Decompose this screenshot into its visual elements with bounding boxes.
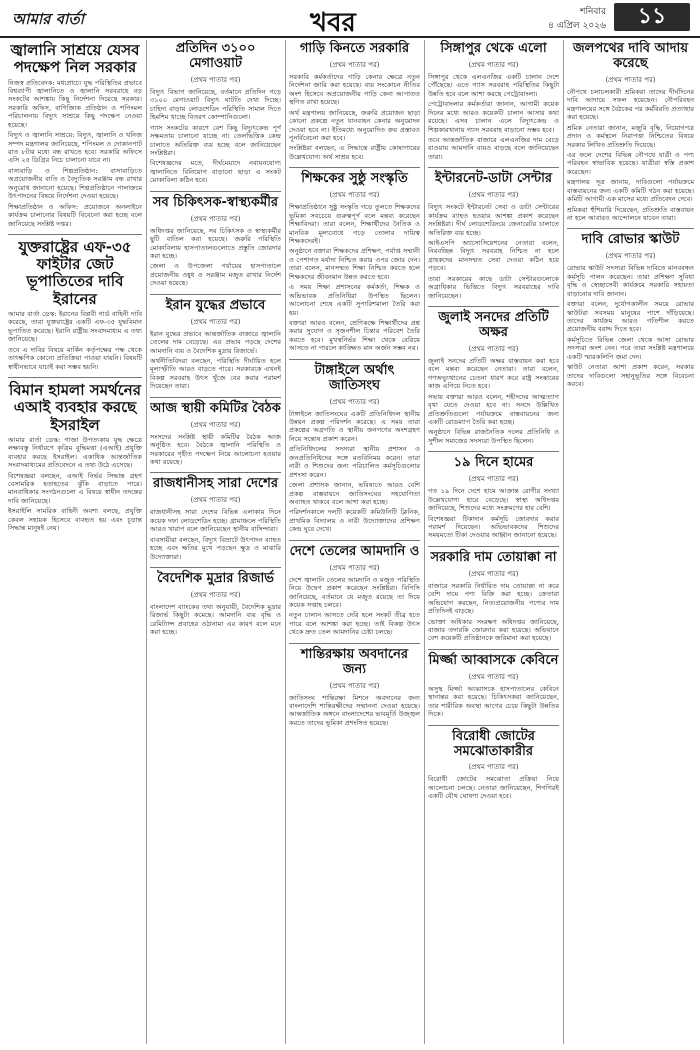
story-iran-war-impact — [150, 299, 281, 391]
paragraph: জাতিসংঘ শান্তিরক্ষা মিশনে অবদানের জন্য বাংলাদেশি শান্তিরক্ষীদের সম্মাননা দেওয়া হয়েছে। আন্তর্জাতিক অঙ্গনে বাংলাদেশের ভাবমূর্তি উজ্জ্বল করতে তাদের ভূমিকা প্রশংসিত হয়েছে। — [289, 693, 420, 727]
byline: (প্রথম পাতার পর) — [329, 563, 380, 572]
paragraph: বিশেষজ্ঞরা টিকাদান কর্মসূচি জোরদার করার পরামর্শ দিয়েছেন। অভিভাবকদের শিশুদের সময়মতো টিকা দেওয়ার আহ্বান জানানো হয়েছে। — [428, 514, 559, 540]
paragraph: বিরোধী জোটের সমঝোতা প্রক্রিয়া নিয়ে আলোচনা চলছে। নেতারা জানিয়েছেন, শিগগিরই একটি যৌথ ঘোষণা দেওয়া হবে। — [428, 775, 559, 801]
page-number: ১১ — [614, 3, 690, 31]
headline: ১৯ দিনে হামের — [453, 455, 534, 471]
paragraph: অর্থ মন্ত্রণালয় জানিয়েছে, জরুরি প্রয়োজন ছাড়া কোনো প্রকল্পে নতুন যানবাহন কেনার অনুমোদন দেওয়া হবে না। ইতিমধ্যে অনুমোদিত ক্রয় প্রস্তাবও পুনর্বিবেচনা করা হবে। — [289, 108, 420, 142]
story-singapore-lng — [428, 42, 559, 161]
paragraph: বাজারে সরকারি নির্ধারিত দাম তোয়াক্কা না করে বেশি দামে পণ্য বিক্রি করা হচ্ছে। ক্রেতারা অভিযোগ করছেন, নিত্যপ্রয়োজনীয় পণ্যের দাম প্রতিদিনই বাড়ছে। — [428, 581, 559, 616]
paragraph: বাংলাদেশ ব্যাংকের তথ্য অনুযায়ী, বৈদেশিক মুদ্রার রিজার্ভ কিছুটা কমেছে। আমদানি ব্যয় বৃদ্ধি ও রেমিট্যান্স প্রবাহের ওঠানামা এর কারণ বলে মনে করা হচ্ছে। — [150, 602, 281, 637]
story-july-charter — [428, 311, 559, 445]
story-teachers-culture — [289, 172, 420, 352]
headline: শান্তিরক্ষায় অবদানের জন্য — [300, 646, 408, 677]
paragraph: সংশ্লিষ্টরা বলছেন, এ সিদ্ধান্তে রাষ্ট্রীয় কোষাগারের উল্লেখযোগ্য অর্থ সাশ্রয় হবে। — [289, 144, 420, 161]
paragraph: জেলা প্রশাসক জানান, ভবিষ্যতে আরও বেশি প্রকল্প বাস্তবায়নে জাতিসংঘের সহযোগিতা অব্যাহত থাকবে বলে আশা করা হচ্ছে। — [289, 481, 420, 506]
paragraph: নিজস্ব প্রতিবেদক: মধ্যপ্রাচ্যে যুদ্ধ পরিস্থিতির প্রভাবে বিশ্বব্যাপী জ্বালানিতে ও জ্বালানি সরবরাহে বড় সংকটের আশঙ্কায় কিছু নির্দেশনা দিয়েছে সরকার। সরকারি অফিস, বাণিজ্যিক প্রতিষ্ঠান ও শপিংমল পরিচালনায় বিদ্যুৎ সাশ্রয়ে কিছু পদক্ষেপ নেওয়া হয়েছে। — [8, 78, 142, 129]
paragraph: অনুষ্ঠানে বিভিন্ন রাজনৈতিক দলের প্রতিনিধি ও সুশীল সমাজের সদস্যরা উপস্থিত ছিলেন। — [428, 428, 559, 445]
byline: (প্রথম পাতার পর) — [329, 191, 380, 200]
byline: (প্রথম পাতার পর) — [329, 397, 380, 406]
story-divider — [428, 167, 559, 168]
story-divider — [428, 725, 559, 726]
story-opposition-alliance — [428, 730, 559, 801]
byline: (প্রথম পাতার পর) — [605, 252, 656, 261]
story-measles — [428, 456, 559, 540]
paragraph: স্কাউট নেতারা আশা প্রকাশ করেন, সরকার তাদের দাবিগুলো সহানুভূতির সঙ্গে বিবেচনা করবে। — [567, 363, 694, 389]
byline: (প্রথম পাতার পর) — [190, 75, 241, 84]
byline: (প্রথম পাতার পর) — [468, 475, 519, 484]
column-5 — [567, 40, 694, 1044]
paragraph: আইএসপি অ্যাসোসিয়েশনের নেতারা বলেন, নিরবচ্ছিন্ন বিদ্যুৎ সরবরাহ নিশ্চিত না হলে গ্রাহকদের মানসম্মত সেবা দেওয়া কঠিন হয়ে পড়বে। — [428, 239, 559, 273]
paragraph: অনুষ্ঠানে বক্তারা শিক্ষকদের প্রশিক্ষণ, পর্যাপ্ত সম্মানী ও পেশাগত মর্যাদা নিশ্চিত করার ওপর জোর দেন। তারা বলেন, মানসম্মত শিক্ষা নিশ্চিত করতে হলে শিক্ষকদের জীবনমান উন্নত করতে হবে। — [289, 247, 420, 281]
story-waterway-demand — [567, 42, 694, 222]
story-divider — [150, 294, 281, 295]
headline: সরকারি দাম তোয়াক্কা না — [430, 549, 557, 565]
paragraph: ইসরাইলি সামরিক বাহিনী অবশ্য বলছে, প্রযুক্তি কেবল সহায়ক হিসেবে ব্যবহৃত হয় এবং চূড়ান্ত সিদ্ধান্ত মানুষই নেয়। — [8, 507, 142, 533]
story-capital-nationwide — [150, 477, 281, 561]
paragraph: বিশেষজ্ঞদের মতে, দীর্ঘমেয়াদে নবায়নযোগ্য জ্বালানিতে বিনিয়োগ বাড়ানো ছাড়া এ সংকট মোকাবিলা কঠিন হবে। — [150, 159, 281, 185]
headline: বিমান হামলা সমর্থনের এআই ব্যবহার করছে ইসরাইল — [9, 381, 141, 434]
page-header — [0, 0, 700, 38]
paragraph: বক্তারা বলেন, দুর্যোগকালীন সময়ে রোভার স্কাউটরা সবসময় মানুষের পাশে দাঁড়িয়েছে। তাদের কার্যক্রম আরও গতিশীল করতে প্রয়োজনীয় বরাদ্দ দিতে হবে। — [567, 300, 694, 334]
headline: বিরোধী জোটের সমঝোতাকারীর — [452, 728, 535, 759]
story-tangail-un — [289, 364, 420, 534]
byline: (প্রথম পাতার পর) — [468, 60, 519, 69]
paragraph: কর্মসূচিতে বিভিন্ন জেলা থেকে আসা রোভার সদস্যরা অংশ নেন। পরে তারা সংশ্লিষ্ট মন্ত্রণালয়ে একটি স্মারকলিপি জমা দেন। — [567, 335, 694, 361]
story-doctors — [150, 196, 281, 288]
paragraph: ব্যবসায়ীরা বলছেন, বিদ্যুৎ বিভ্রাটে উৎপাদন ব্যাহত হচ্ছে এবং ক্ষতির মুখে পড়ছেন ক্ষুদ্র ও মাঝারি উদ্যোক্তারা। — [150, 535, 281, 561]
byline: (প্রথম পাতার পর) — [190, 420, 241, 429]
headline: আজ স্থায়ী কমিটির বৈঠক — [150, 400, 281, 416]
paragraph: তারা সরকারের কাছে ডাটা সেন্টারগুলোকে অগ্রাধিকার ভিত্তিতে বিদ্যুৎ সরবরাহের দাবি জানিয়েছেন। — [428, 274, 559, 300]
paragraph: বাসাবাড়ি ও শিল্পপ্রতিষ্ঠান: বাসাবাড়িতে অপ্রয়োজনীয় বাতি ও বৈদ্যুতিক সরঞ্জাম বন্ধ রাখার অনুরোধ জানানো হয়েছে। শিল্পপ্রতিষ্ঠানে পালাক্রমে উৎপাদনের বিষয়ে নির্দেশনা দেওয়া হয়েছে। — [8, 166, 142, 201]
byline: (প্রথম পাতার পর) — [190, 317, 241, 326]
paragraph: তবে আন্তর্জাতিক বাজারে এলএনজির দাম বেড়ে যাওয়ায় আমদানি ব্যয়ও বাড়ছে বলে জানিয়েছেন তারা। — [428, 136, 559, 161]
headline: দাবি রোভার স্কাউট — [581, 232, 680, 248]
story-data-center — [428, 172, 559, 300]
story-israel-ai — [8, 382, 142, 533]
paragraph: এ সময় শিক্ষা প্রশাসনের কর্মকর্তা, শিক্ষক ও অভিভাবক প্রতিনিধিরা উপস্থিত ছিলেন। আলোচনা শেষে একটি সুপারিশমালা তৈরি করা হয়। — [289, 283, 420, 317]
story-3100-mw — [150, 42, 281, 185]
story-divider — [428, 306, 559, 307]
paragraph: টাঙ্গাইলে জাতিসংঘের একটি প্রতিনিধিদল স্থানীয় উন্নয়ন প্রকল্প পরিদর্শন করেছে। এ সময় তারা প্রকল্পের অগ্রগতি ও স্থানীয় জনগণের অংশগ্রহণ নিয়ে সন্তোষ প্রকাশ করেন। — [289, 409, 420, 443]
paragraph: শিক্ষাপ্রতিষ্ঠানে সুষ্ঠু সংস্কৃতি গড়ে তুলতে শিক্ষকদের ভূমিকা সবচেয়ে গুরুত্বপূর্ণ বলে মন্তব্য করেছেন শিক্ষাবিদরা। তারা বলেন, শিক্ষার্থীদের নৈতিক ও মানবিক মূল্যবোধে গড়ে তোলার দায়িত্ব শিক্ষকদেরই। — [289, 203, 420, 245]
column-divider — [285, 40, 286, 1044]
story-divider — [289, 167, 420, 168]
headline: টাঙ্গাইলে অর্থাৎ জাতিসংঘ — [314, 362, 395, 393]
story-peacekeeping — [289, 648, 420, 728]
story-mirza-abbas — [428, 654, 559, 719]
story-divider — [150, 191, 281, 192]
paragraph: সরকারি কর্মকর্তাদের গাড়ি কেনার ক্ষেত্রে নতুন নির্দেশনা জারি করা হয়েছে। ব্যয় সংকোচন নীতির অংশ হিসেবে অপ্রয়োজনীয় গাড়ি কেনা আপাতত স্থগিত রাখা হয়েছে। — [289, 72, 420, 107]
byline: (প্রথম পাতার পর) — [329, 681, 380, 690]
paragraph: অসুস্থ মির্জ্জা আব্বাসকে হাসপাতালের কেবিনে স্থানান্তর করা হয়েছে। চিকিৎসকরা জানিয়েছেন, তার শারীরিক অবস্থা আগের চেয়ে কিছুটা উন্নতির দিকে। — [428, 684, 559, 719]
paragraph: বিদ্যুৎ বিভাগ জানিয়েছে, বর্তমানে প্রতিদিন গড়ে ৩১০০ মেগাওয়াট বিদ্যুৎ ঘাটতি দেখা দিচ্ছে। চাহিদা বাড়ায় লোডশেডিং পরিস্থিতি সামাল দিতে হিমশিম খাচ্ছে বিতরণ কোম্পানিগুলো। — [150, 87, 281, 122]
paragraph: নতুন চালান আসতে দেরি হলে সংকট তীব্র হতে পারে বলে আশঙ্কা করা হচ্ছে। তাই বিকল্প উৎস থেকে দ্রুত তেল আমদানির চেষ্টা চলছে। — [289, 611, 420, 637]
headline: গাড়ি কিনতে সরকারি — [299, 41, 410, 56]
paragraph: অর্থনীতিবিদরা বলছেন, পরিস্থিতি দীর্ঘায়িত হলে মূল্যস্ফীতি আরও বাড়তে পারে। সরকারকে এখনই বিকল্প সরবরাহ উৎস খুঁজে বের করার পরামর্শ দিয়েছেন তারা। — [150, 356, 281, 391]
column-4 — [428, 40, 559, 1044]
byline: (প্রথম পাতার পর) — [468, 672, 519, 681]
paragraph: দেশে জ্বালানি তেলের আমদানি ও মজুত পরিস্থিতি নিয়ে উদ্বেগ প্রকাশ করেছেন সংশ্লিষ্টরা। বিপিসি জানিয়েছে, বর্তমানে যে মজুত রয়েছে তা দিয়ে কয়েক সপ্তাহ চলবে। — [289, 575, 420, 609]
headline: প্রতিদিন ৩১০০ মেগাওয়াট — [175, 41, 256, 71]
byline: (প্রথম পাতার পর) — [190, 590, 241, 599]
paragraph: অধিদপ্তর জানিয়েছে, সব চিকিৎসক ও স্বাস্থ্যকর্মীর ছুটি বাতিল করা হয়েছে। জরুরি পরিস্থিতি মোকাবিলায় হাসপাতালগুলোতে প্রস্তুতি জোরদার করা হচ্ছে। — [150, 226, 281, 260]
column-divider — [146, 40, 147, 1044]
paragraph: শ্রমিকরা হুঁশিয়ারি দিয়েছেন, প্রতিশ্রুতি বাস্তবায়ন না হলে আবারও আন্দোলনে যাবেন তারা। — [567, 205, 694, 222]
headline: মির্জ্জা আব্বাসকে কেবিনে — [428, 652, 559, 668]
paragraph: মন্ত্রণালয় সূত্র জানায়, দাবিগুলো পর্যায়ক্রমে বাস্তবায়নের জন্য একটি কমিটি গঠন করা হয়েছে। কমিটি আগামী এক মাসের মধ্যে প্রতিবেদন দেবে। — [567, 178, 694, 204]
headline: জুলাই সনদের প্রতিটি অক্ষর — [438, 310, 549, 340]
story-reserve — [150, 572, 281, 637]
headline: জলপথের দাবি আদায় করেছে — [573, 41, 688, 71]
paragraph: বিদ্যুৎ ও জ্বালানি সাশ্রয়ে: বিদ্যুৎ, জ্বালানি ও খনিজ সম্পদ মন্ত্রণালয় জানিয়েছে, শপিংমল ও দোকানপাট রাত ৮টার মধ্যে বন্ধ রাখতে হবে। সরকারি অফিসে এসি ২৫ ডিগ্রির নিচে চালানো যাবে না। — [8, 131, 142, 165]
paragraph: পরিদর্শনকালে দলটি কয়েকটি কমিউনিটি ক্লিনিক, প্রাথমিক বিদ্যালয় ও নারী উদ্যোক্তাদের প্রশিক্ষণ কেন্দ্র ঘুরে দেখে। — [289, 508, 420, 534]
byline: (প্রথম পাতার পর) — [468, 344, 519, 353]
headline: সব চিকিৎসক-স্বাস্থ্যকর্মীর — [152, 194, 279, 210]
paragraph: বিদ্যুৎ সংকটে ইন্টারনেট সেবা ও ডাটা সেন্টারের কার্যক্রম ব্যাহত হওয়ার আশঙ্কা প্রকাশ করেছেন সংশ্লিষ্টরা। দীর্ঘ লোডশেডিংয়ে জেনারেটর চালাতে অতিরিক্ত ব্যয় হচ্ছে। — [428, 203, 559, 237]
story-divider — [428, 649, 559, 650]
byline: (প্রথম পাতার পর) — [605, 75, 656, 84]
paragraph: বিশেষজ্ঞরা বলছেন, এআই নির্ভর সিদ্ধান্ত গ্রহণ বেসামরিক হতাহতের ঝুঁকি বাড়াতে পারে। মানবাধিকার সংগঠনগুলো এ বিষয়ে স্বাধীন তদন্তের দাবি জানিয়েছে। — [8, 471, 142, 505]
paragraph: সভায় বক্তারা আরও বলেন, শহীদদের আত্মত্যাগ বৃথা যেতে দেওয়া হবে না। সনদে উল্লিখিত প্রতিশ্রুতিগুলো পর্যায়ক্রমে বাস্তবায়নের জন্য একটি রোডম্যাপ তৈরি করা হচ্ছে। — [428, 392, 559, 426]
column-2 — [150, 40, 281, 1044]
paragraph: প্রতিনিধিদলের সদস্যরা স্থানীয় প্রশাসন ও জনপ্রতিনিধিদের সঙ্গে মতবিনিময় করেন। তারা নারী ও শিশুদের জন্য পরিচালিত কর্মসূচিগুলোর প্রশংসা করেন। — [289, 445, 420, 479]
paragraph: বক্তারা আরও বলেন, শ্রেণিকক্ষে শিক্ষার্থীদের প্রশ্ন করার সুযোগ ও সৃজনশীল চিন্তার পরিবেশ তৈরি করতে হবে। মুখস্থনির্ভর শিক্ষা থেকে বেরিয়ে আসতে না পারলে কাঙ্ক্ষিত মান অর্জন সম্ভব নয়। — [289, 318, 420, 353]
paragraph: রোভার স্কাউট সদস্যরা বিভিন্ন দাবিতে মানববন্ধন কর্মসূচি পালন করেছেন। তারা প্রশিক্ষণ সুবিধা বৃদ্ধি ও স্বেচ্ছাসেবী কার্যক্রমে সরকারি সহায়তা বাড়ানোর দাবি জানান। — [567, 264, 694, 298]
paragraph: শ্রমিক নেতারা জানান, মজুরি বৃদ্ধি, নিয়োগপত্র প্রদান ও কর্মস্থলে নিরাপত্তা নিশ্চিতের বিষয়ে সরকার লিখিত প্রতিশ্রুতি দিয়েছে। — [567, 123, 694, 149]
paragraph: শিক্ষাপ্রতিষ্ঠান ও অফিস: প্রয়োজনে অনলাইনে কার্যক্রম চালানোর বিষয়টি বিবেচনা করা হচ্ছে বলে জানিয়েছে সংশ্লিষ্ট দপ্তর। — [8, 202, 142, 228]
paragraph: আমার বার্তা ডেস্ক: ইরানের বিপ্লবী গার্ড বাহিনী দাবি করেছে, তারা যুক্তরাষ্ট্রের একটি এফ-৩৫ যুদ্ধবিমান ভূপাতিত করেছে। ইরানি রাষ্ট্রীয় সংবাদমাধ্যম এ তথ্য জানিয়েছে। — [8, 309, 142, 344]
paragraph: নৌপথে চলাচলকারী শ্রমিকরা তাদের দীর্ঘদিনের দাবি আদায়ে সফল হয়েছেন। নৌপরিবহন মন্ত্রণালয়ের সঙ্গে বৈঠকের পর কর্মবিরতি প্রত্যাহার করা হয়েছে। — [567, 87, 694, 122]
story-divider — [150, 397, 281, 398]
day-name: শনিবার — [580, 7, 606, 17]
byline: (প্রথম পাতার পর) — [468, 569, 519, 578]
section-title: খবর — [310, 8, 356, 38]
headline: শিক্ষকের সুষ্ঠু সংস্কৃতি — [301, 171, 408, 187]
paragraph: ভোক্তা অধিকার সংরক্ষণ অধিদপ্তর জানিয়েছে, বাজার তদারকি জোরদার করা হয়েছে। অভিযানে বেশ কয়েকটি প্রতিষ্ঠানকে জরিমানা করা হয়েছে। — [428, 617, 559, 643]
byline: (প্রথম পাতার পর) — [468, 191, 519, 200]
story-divider — [428, 546, 559, 547]
paragraph: তবে এ দাবির বিষয়ে মার্কিন কর্তৃপক্ষের পক্ষ থেকে তাৎক্ষণিক কোনো প্রতিক্রিয়া পাওয়া যায়নি। বিষয়টি স্বাধীনভাবে যাচাই করা সম্ভব হয়নি। — [8, 345, 142, 371]
story-divider — [150, 472, 281, 473]
paragraph: আমার বার্তা ডেস্ক: গাজা উপত্যকায় যুদ্ধ ক্ষেত্রে লক্ষ্যবস্তু নির্ধারণে কৃত্রিম বুদ্ধিমত্তা (এআই) প্রযুক্তি ব্যবহার করছে ইসরাইল। একাধিক আন্তর্জাতিক সংবাদমাধ্যমের প্রতিবেদনে এ তথ্য উঠে এসেছে। — [8, 435, 142, 470]
story-govt-price — [428, 551, 559, 643]
issue-date: ৪ এপ্রিল ২০২৬ — [548, 21, 606, 31]
byline: (প্রথম পাতার পর) — [329, 60, 380, 69]
column-3 — [289, 40, 420, 1044]
headline: রাজধানীসহ সারা দেশের — [152, 476, 278, 492]
story-govt-cars — [289, 42, 420, 161]
paragraph: সংসদের সংশ্লিষ্ট স্থায়ী কমিটির বৈঠক আজ অনুষ্ঠিত হবে। বৈঠকে জ্বালানি পরিস্থিতি ও সরকারের গৃহীত পদক্ষেপ নিয়ে আলোচনা হওয়ার কথা রয়েছে। — [150, 432, 281, 466]
column-divider — [563, 40, 564, 1044]
paragraph: পেট্রোবাংলার কর্মকর্তারা জানান, আগামী কয়েক দিনের মধ্যে আরও কয়েকটি চালান আসার কথা রয়েছে। এসব চালান এলে বিদ্যুৎকেন্দ্র ও শিল্পকারখানায় গ্যাস সরবরাহ বাড়ানো সম্ভব হবে। — [428, 100, 559, 134]
byline: (প্রথম পাতার পর) — [190, 496, 241, 505]
headline: যুক্তরাষ্ট্রের এফ-৩৫ ফাইটার জেট ভূপাতিতের দাবি ইরানের — [18, 237, 132, 308]
headline: জ্বালানি সাশ্রয়ে যেসব পদক্ষেপ নিল সরকার — [10, 41, 140, 77]
story-divider — [289, 359, 420, 360]
story-fuel-saving — [8, 42, 142, 228]
paragraph: সিঙ্গাপুর থেকে এলএনজির একটি চালান দেশে পৌঁছেছে। এতে গ্যাস সরবরাহ পরিস্থিতির কিছুটা উন্নতি হবে বলে আশা করছে পেট্রোবাংলা। — [428, 72, 559, 98]
story-divider — [289, 643, 420, 644]
story-standing-committee — [150, 402, 281, 467]
column-1 — [8, 40, 142, 1044]
story-divider — [8, 234, 142, 235]
headline: বৈদেশিক মুদ্রার রিজার্ভ — [157, 570, 274, 586]
story-divider — [567, 228, 694, 229]
headline: ইন্টারনেট-ডাটা সেন্টার — [434, 171, 553, 187]
paragraph: এর ফলে দেশের বিভিন্ন নৌপথে যাত্রী ও পণ্য পরিবহন স্বাভাবিক হয়েছে। যাত্রীরা স্বস্তি প্রকাশ করেছেন। — [567, 150, 694, 176]
story-divider — [289, 540, 420, 541]
headline: সিঙ্গাপুর থেকে এলো — [440, 41, 547, 56]
column-divider — [424, 40, 425, 1044]
story-divider — [150, 567, 281, 568]
story-rover-scout — [567, 233, 694, 388]
story-divider — [8, 377, 142, 378]
newspaper-logo: আমার বার্তা — [12, 10, 84, 28]
story-oil-import — [289, 545, 420, 637]
paragraph: গ্যাস সংকটের কারণে বেশ কিছু বিদ্যুৎকেন্দ্র পূর্ণ সক্ষমতায় চালানো যাচ্ছে না। তেলভিত্তিক কেন্দ্র চালাতে অতিরিক্ত ব্যয় হচ্ছে বলে জানিয়েছেন সংশ্লিষ্টরা। — [150, 123, 281, 157]
paragraph: রাজধানীসহ সারা দেশের বিভিন্ন এলাকায় দিনে কয়েক দফা লোডশেডিং হচ্ছে। গ্রামাঞ্চলে পরিস্থিতি আরও খারাপ বলে জানিয়েছেন স্থানীয় বাসিন্দারা। — [150, 508, 281, 534]
paragraph: জুলাই সনদের প্রতিটি অক্ষর বাস্তবায়ন করা হবে বলে মন্তব্য করেছেন নেতারা। তারা বলেন, গণঅভ্যুত্থানের চেতনা ধারণ করে রাষ্ট্র সংস্কারের কাজ এগিয়ে নিতে হবে। — [428, 356, 559, 391]
story-f35-iran — [8, 239, 142, 371]
headline: ইরান যুদ্ধের প্রভাবে — [165, 297, 266, 313]
paragraph: জেলা ও উপজেলা পর্যায়ের হাসপাতালে প্রয়োজনীয় ওষুধ ও সরঞ্জাম মজুত রাখার নির্দেশ দেওয়া হয়েছে। — [150, 262, 281, 288]
byline: (প্রথম পাতার পর) — [468, 763, 519, 772]
story-divider — [428, 451, 559, 452]
paragraph: গত ১৯ দিনে দেশে হামে আক্রান্ত রোগীর সংখ্যা উল্লেখযোগ্য হারে বেড়েছে। স্বাস্থ্য অধিদপ্তর জানিয়েছে, শিশুদের মধ্যে সংক্রমণের হার বেশি। — [428, 487, 559, 513]
paragraph: ইরান যুদ্ধের প্রভাবে আন্তর্জাতিক বাজারে জ্বালানি তেলের দাম বেড়েছে। এর প্রভাব পড়ছে দেশের আমদানি ব্যয় ও বৈদেশিক মুদ্রার রিজার্ভে। — [150, 329, 281, 355]
headline: দেশে তেলের আমদানি ও — [289, 543, 420, 559]
byline: (প্রথম পাতার পর) — [190, 214, 241, 223]
